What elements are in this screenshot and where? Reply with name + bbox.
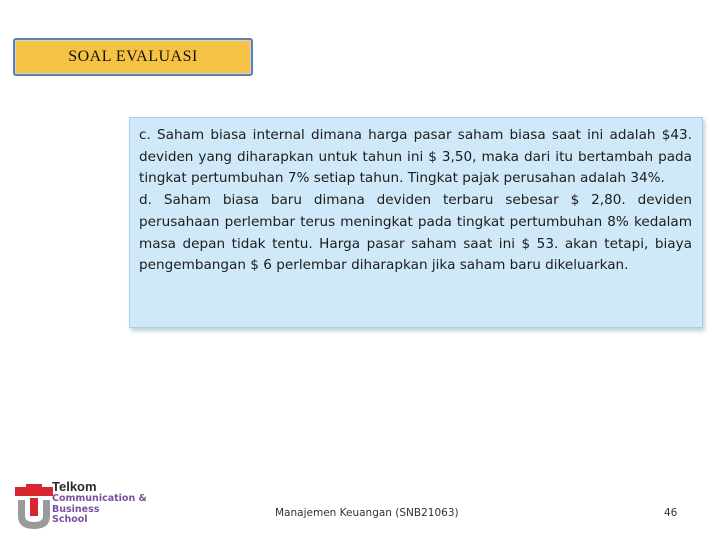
telkom-logo: [14, 478, 154, 534]
logo-sub-line-3: School: [52, 514, 88, 525]
page-number: 46: [664, 507, 678, 519]
logo-sub-line-2: Business: [52, 503, 100, 515]
telkom-logo-icon: [14, 484, 54, 530]
logo-sub-line-1: Communication &: [52, 493, 147, 504]
slide-title-box: [13, 38, 253, 76]
slide-title: SOAL EVALUASI: [68, 48, 198, 65]
footer-course: Manajemen Keuangan (SNB21063): [275, 507, 459, 519]
logo-text: [52, 480, 147, 526]
content-box: [129, 117, 703, 328]
question-d: d. Saham biasa baru dimana deviden terbaru sebesar $ 2,80. deviden perusahaan perlembar terus meningkat pada tingkat pertumbuhan 8% kedalam masa depan tidak tentu. Harga pasar saham saat ini $ 53. akan tetapi, biaya pengembangan $ 6 perlembar diharapkan jika saham baru dikeluarkan.: [139, 192, 692, 274]
question-c: c. Saham biasa internal dimana harga pasar saham biasa saat ini adalah $43. deviden yang diharapkan untuk tahun ini $ 3,50, maka dari itu bertambah pada tingkat pertumbuhan 7% setiap tahun. Tingkat pajak perusahan adalah 34%.: [139, 127, 692, 187]
logo-name: Telkom: [52, 479, 97, 494]
